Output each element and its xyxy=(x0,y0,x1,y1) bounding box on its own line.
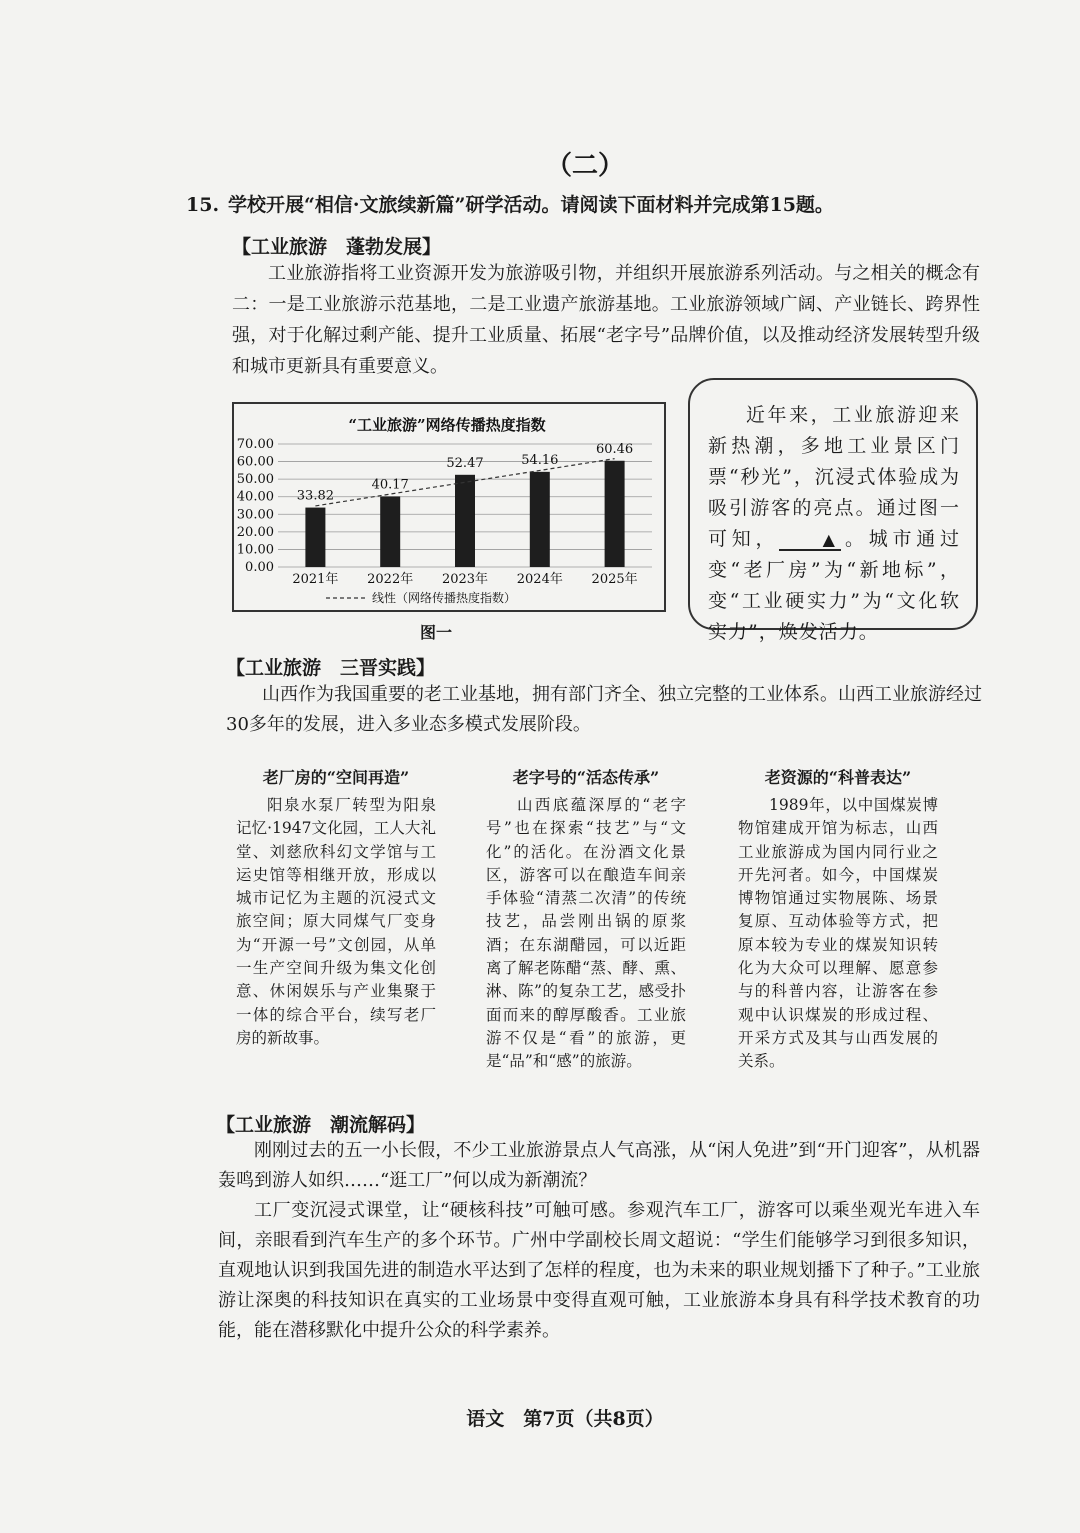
data-label: 54.16 xyxy=(521,452,559,468)
section1-paragraph: 工业旅游指将工业资源开发为旅游吸引物，并组织开展旅游系列活动。与之相关的概念有二：一是工业旅游示范基地，二是工业遗产旅游基地。工业旅游领域广阔、产业链长、跨界性强，对于化解过剩产能、提升工业质量、拓展“老字号”品牌价值，以及推动经济发展转型升级和城市更新具有重要意义。 xyxy=(232,263,980,377)
x-tick-label: 2024年 xyxy=(516,572,563,587)
y-tick-label: 0.00 xyxy=(245,560,274,575)
part-title: （二） xyxy=(545,151,624,181)
x-tick-label: 2023年 xyxy=(441,572,489,587)
x-tick-label: 2022年 xyxy=(367,572,414,587)
bubble-text-before: 近年来，工业旅游迎来新热潮，多地工业景区门票“秒光”，沉浸式体验成为吸引游客的亮点。通过图一可知， xyxy=(708,404,960,550)
data-label: 40.17 xyxy=(371,477,409,493)
bar xyxy=(530,472,550,567)
section3-paragraph2: 工厂变沉浸式课堂，让“硬核科技”可触可感。参观汽车工厂，游客可以乘坐观光车进入车间，亲眼看到汽车生产的多个环节。广州中学副校长周文超说：“学生们能够学习到很多知识，直观地认识到我国先进的制造水平达到了怎样的程度，也为未来的职业规划播下了种子。”工业旅游让深奥的科技知识在真实的工业场景中变得直观可触，工业旅游本身具有科学技术教育的功能，能在潜移默化中提升公众的科学素养。 xyxy=(218,1200,980,1341)
y-tick-label: 40.00 xyxy=(236,489,274,505)
column-old-resource xyxy=(738,765,938,1074)
section2-paragraph: 山西作为我国重要的老工业基地，拥有部门齐全、独立完整的工业体系。山西工业旅游经过30多年的发展，进入多业态多模式发展阶段。 xyxy=(226,684,982,735)
bubble-text-after: 。城市通过变“老厂房”为“新地标”，变“工业硬实力”为“文化软实力”，焕发活力。 xyxy=(708,528,960,643)
y-tick-label: 30.00 xyxy=(236,507,274,523)
section2-heading: 【工业旅游 三晋实践】 xyxy=(226,657,436,679)
section3-paragraph1: 刚刚过去的五一小长假，不少工业旅游景点人气高涨，从“闲人免进”到“开门迎客”，从机器轰鸣到游人如织……“逛工厂”何以成为新潮流？ xyxy=(218,1140,980,1191)
legend-label: 线性（网络传播热度指数） xyxy=(372,591,517,605)
bubble-text xyxy=(708,400,960,648)
answer-blank[interactable]: ▲ xyxy=(779,531,841,551)
question-number: 15. xyxy=(186,194,220,216)
bar xyxy=(605,461,625,567)
y-tick-label: 60.00 xyxy=(236,454,274,470)
bar xyxy=(455,475,475,567)
heat-index-chart xyxy=(232,402,666,612)
section3-heading: 【工业旅游 潮流解码】 xyxy=(216,1114,426,1136)
bar xyxy=(305,508,325,567)
section1-heading: 【工业旅游 蓬勃发展】 xyxy=(232,236,442,258)
bar xyxy=(380,496,400,567)
column-body: 山西底蕴深厚的“老字号”也在探索“技艺”与“文化”的活化。在汾酒文化景区，游客可以在酿造车间亲手体验“清蒸二次清”的传统技艺，品尝刚出锅的原浆酒；在东湖醋园，可以近距离了解老陈醋“蒸、酵、熏、淋、陈”的复杂工艺，感受扑面而来的醇厚酸香。工业旅游不仅是“看”的旅游，更是“品”和“感”的旅游。 xyxy=(486,796,686,1071)
column-body: 阳泉水泵厂转型为阳泉记忆·1947文化园，工人大礼堂、刘慈欣科幻文学馆与工运史馆等相继开放，形成以城市记忆为主题的沉浸式文旅空间；原大同煤气厂变身为“开源一号”文创园，从单一生产空间升级为集文化创意、休闲娱乐与产业集聚于一体的综合平台，续写老厂房的新故事。 xyxy=(236,796,436,1047)
column-old-brand xyxy=(486,765,686,1074)
x-tick-label: 2021年 xyxy=(292,572,339,587)
data-label: 33.82 xyxy=(296,488,335,504)
y-tick-label: 10.00 xyxy=(236,542,274,558)
page-footer: 语文 第7页（共8页） xyxy=(466,1408,664,1430)
chart-svg xyxy=(234,404,664,610)
question-15 xyxy=(186,190,834,217)
column-title: 老字号的“活态传承” xyxy=(512,768,660,787)
y-tick-label: 50.00 xyxy=(236,472,274,488)
column-body: 1989年，以中国煤炭博物馆建成开馆为标志，山西工业旅游成为国内同行业之开先河者。如今，中国煤炭博物馆通过实物展陈、场景复原、互动体验等方式，把原本较为专业的煤炭知识转化为大众可以理解、愿意参与的科普内容，让游客在参观中认识煤炭的形成过程、开采方式及其与山西发展的关系。 xyxy=(738,796,938,1071)
column-old-factory xyxy=(236,765,436,1050)
y-tick-label: 20.00 xyxy=(236,524,274,540)
speech-bubble xyxy=(688,378,978,643)
question-text: 学校开展“相信·文旅续新篇”研学活动。请阅读下面材料并完成第15题。 xyxy=(228,194,834,216)
x-tick-label: 2025年 xyxy=(591,572,638,587)
figure-label: 图一 xyxy=(420,623,453,642)
column-title: 老厂房的“空间再造” xyxy=(262,768,410,787)
data-label: 52.47 xyxy=(446,455,484,471)
column-title: 老资源的“科普表达” xyxy=(764,768,912,787)
data-label: 60.46 xyxy=(595,441,634,457)
y-tick-label: 70.00 xyxy=(236,437,274,452)
chart-title: “工业旅游”网络传播热度指数 xyxy=(348,416,546,434)
